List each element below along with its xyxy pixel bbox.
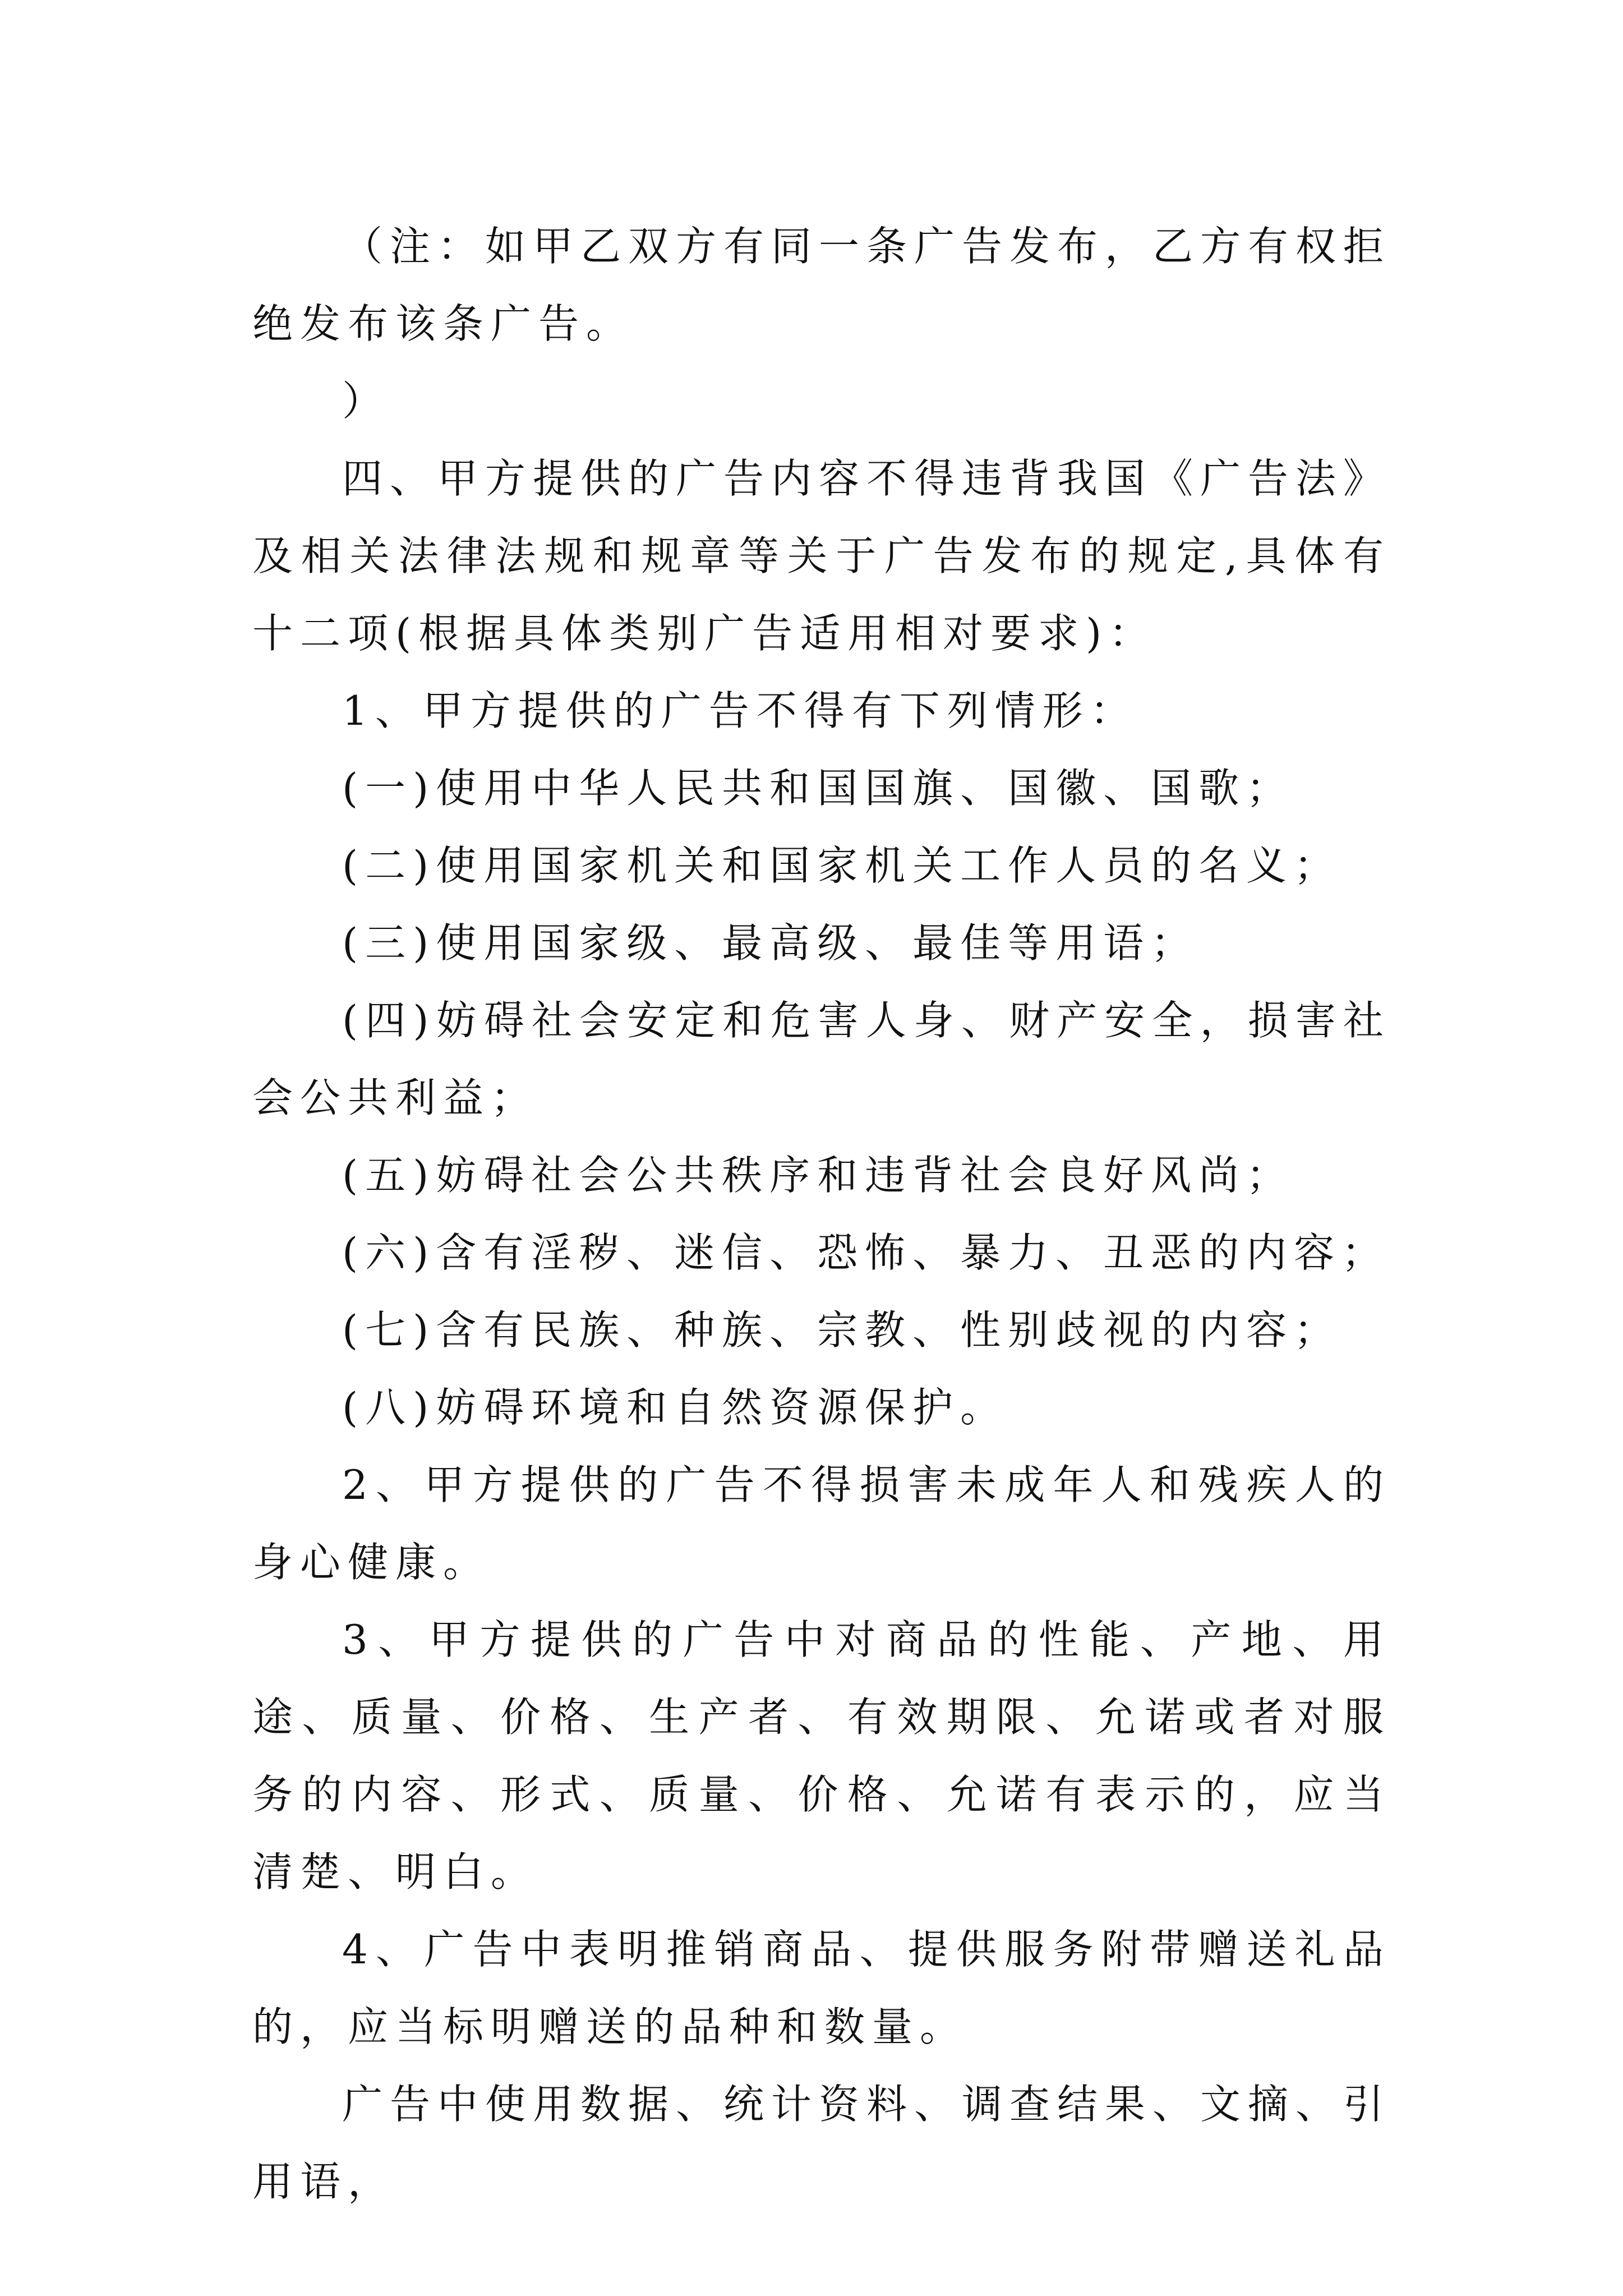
paragraph-note: （注：如甲乙双方有同一条广告发布，乙方有权拒绝发布该条广告。: [252, 223, 1391, 347]
paragraph-subitem-7: (七)含有民族、种族、宗教、性别歧视的内容；: [342, 1306, 1342, 1354]
paragraph-subitem-3: (三)使用国家级、最高级、最佳等用语；: [342, 919, 1199, 967]
paragraph-note-close: ）: [342, 378, 390, 425]
paragraph-subitem-5: (五)妨碍社会公共秩序和违背社会良好风尚；: [342, 1152, 1294, 1199]
paragraph-item-4: 4、广告中表明推销商品、提供服务附带赠送礼品的，应当标明赠送的品种和数量。: [252, 1926, 1391, 2050]
paragraph-subitem-4: (四)妨碍社会安定和危害人身、财产安全，损害社会公共利益；: [252, 997, 1391, 1121]
paragraph-section-four: 四、甲方提供的广告内容不得违背我国《广告法》及相关法律法规和规章等关于广告发布的规定,具体有十二项(根据具体类别广告适用相对要求)：: [252, 455, 1391, 657]
paragraph-item-1: 1、甲方提供的广告不得有下列情形：: [342, 687, 1138, 734]
paragraph-item-3: 3、甲方提供的广告中对商品的性能、产地、用途、质量、价格、生产者、有效期限、允诺或者对服务的内容、形式、质量、价格、允诺有表示的，应当清楚、明白。: [252, 1616, 1391, 1895]
paragraph-subitem-2: (二)使用国家机关和国家机关工作人员的名义；: [342, 842, 1342, 889]
paragraph-subitem-8: (八)妨碍环境和自然资源保护。: [342, 1384, 1008, 1431]
paragraph-subitem-1: (一)使用中华人民共和国国旗、国徽、国歌；: [342, 765, 1294, 812]
paragraph-item-2: 2、甲方提供的广告不得损害未成年人和残疾人的身心健康。: [252, 1461, 1391, 1586]
paragraph-subitem-6: (六)含有淫秽、迷信、恐怖、暴力、丑恶的内容；: [342, 1229, 1390, 1276]
paragraph-data-usage: 广告中使用数据、统计资料、调查结果、文摘、引用语，: [252, 2081, 1391, 2205]
document-body: [252, 208, 1391, 2220]
